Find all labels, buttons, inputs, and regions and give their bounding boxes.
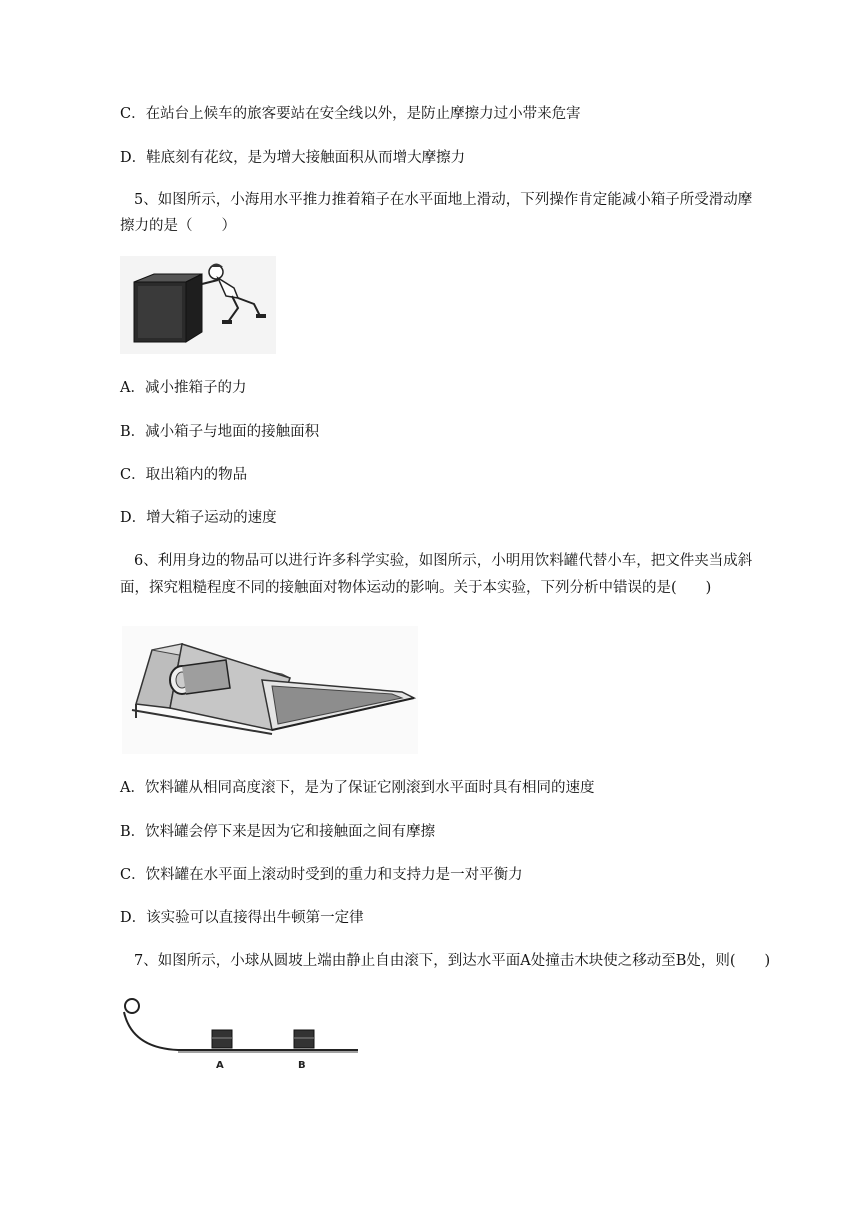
q6-option-a: A．饮料罐从相同高度滚下，是为了保证它刚滚到水平面时具有相同的速度 <box>120 780 595 796</box>
q5-figure-boy-pushing-box <box>120 256 276 354</box>
q5-stem-line2: 擦力的是（ ） <box>120 218 236 234</box>
q5-option-b: B．减小箱子与地面的接触面积 <box>120 424 320 440</box>
q7-label-a: A <box>216 1060 224 1071</box>
q6-option-d: D．该实验可以直接得出牛顿第一定律 <box>120 910 364 926</box>
q5-option-c: C．取出箱内的物品 <box>120 467 248 483</box>
q7-figure-ball-slope-blocks <box>118 996 364 1074</box>
q7-stem: 7、如图所示，小球从圆坡上端由静止自由滚下，到达水平面A处撞击木块使之移动至B处，则( ) <box>134 953 771 969</box>
q6-stem-line2: 面，探究粗糙程度不同的接触面对物体运动的影响。关于本实验，下列分析中错误的是( ) <box>120 580 712 596</box>
q6-figure-can-on-ramp <box>122 626 418 754</box>
q6-option-c: C．饮料罐在水平面上滚动时受到的重力和支持力是一对平衡力 <box>120 867 523 883</box>
q4-option-c: C．在站台上候车的旅客要站在安全线以外，是防止摩擦力过小带来危害 <box>120 106 581 122</box>
q5-option-d: D．增大箱子运动的速度 <box>120 510 277 526</box>
q6-option-b: B．饮料罐会停下来是因为它和接触面之间有摩擦 <box>120 824 436 840</box>
q5-option-a: A．减小推箱子的力 <box>120 380 247 396</box>
q5-stem-line1: 5、如图所示，小海用水平推力推着箱子在水平面地上滑动，下列操作肯定能减小箱子所受滑动摩 <box>134 192 753 208</box>
q4-option-d: D．鞋底刻有花纹，是为增大接触面积从而增大摩擦力 <box>120 150 466 166</box>
q6-stem-line1: 6、利用身边的物品可以进行许多科学实验，如图所示，小明用饮料罐代替小车，把文件夹当成斜 <box>134 553 753 569</box>
q7-label-b: B <box>298 1060 306 1071</box>
